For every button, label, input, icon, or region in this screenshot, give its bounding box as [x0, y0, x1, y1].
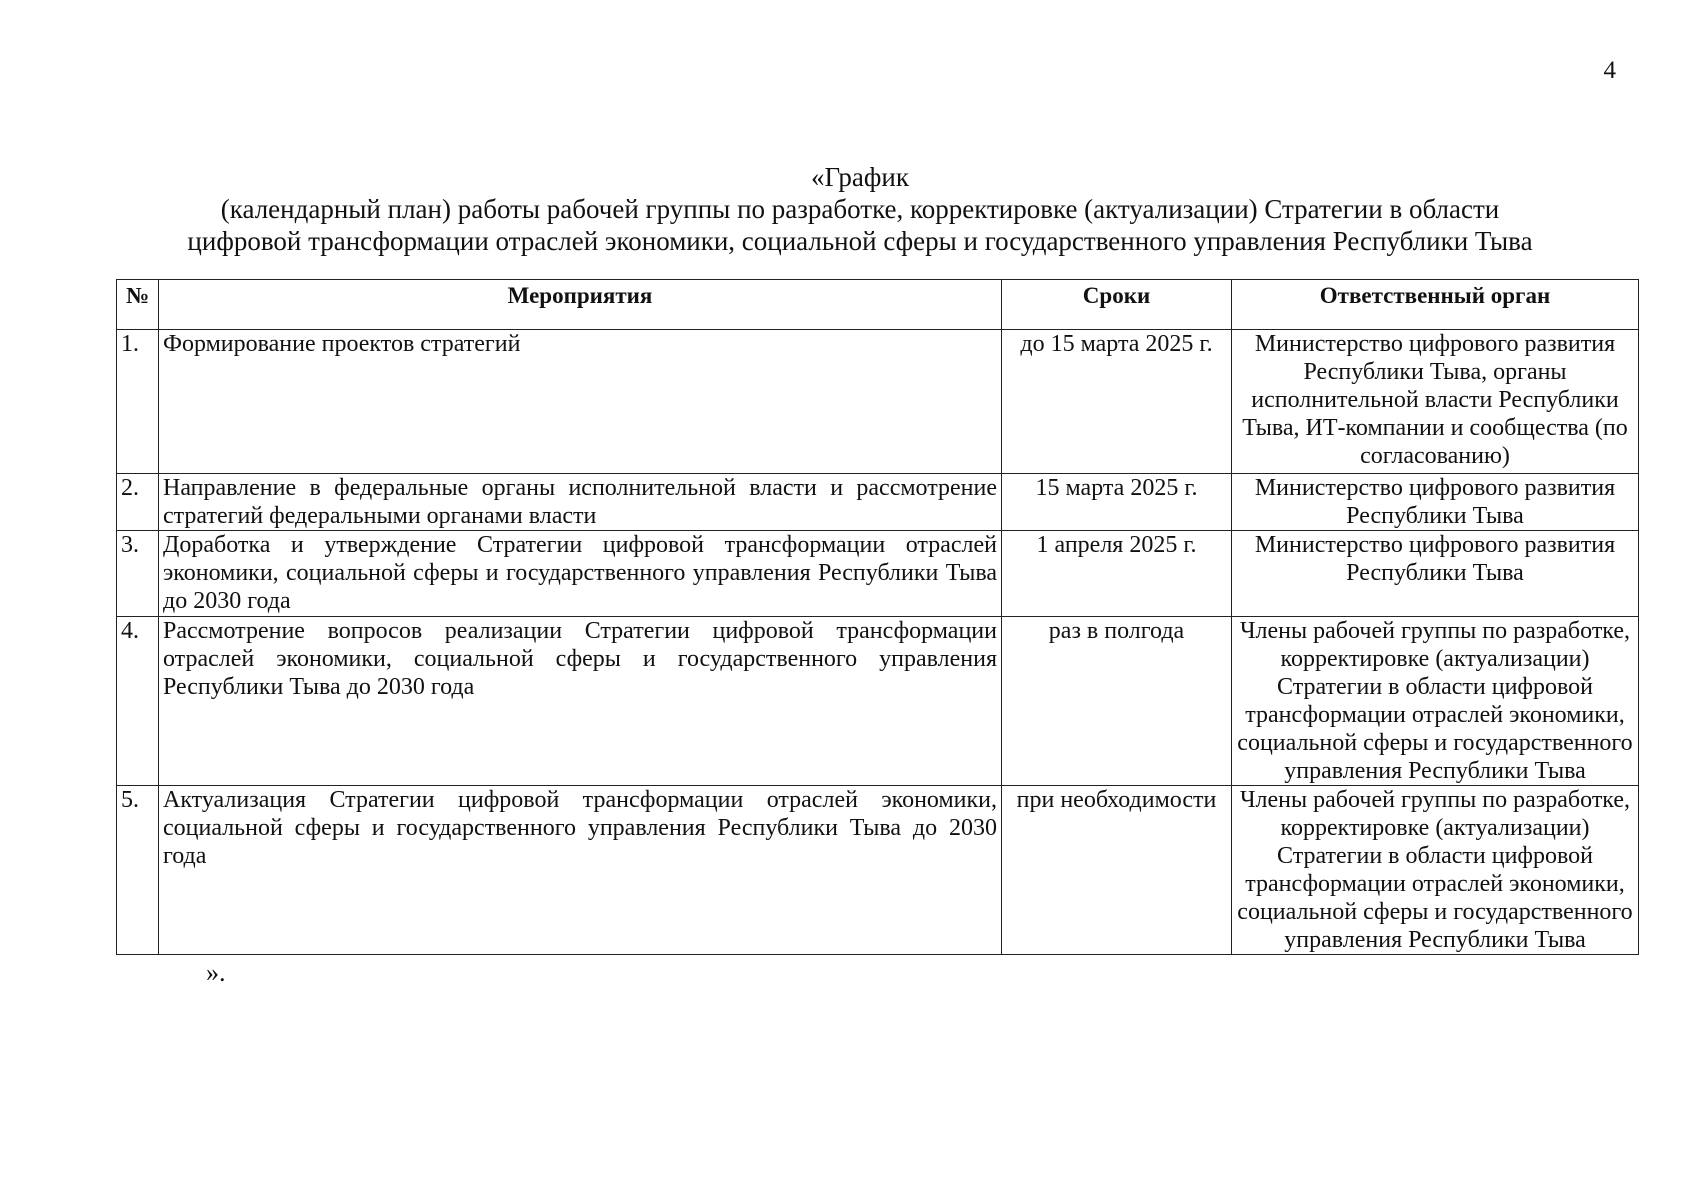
row-deadline: при необходимости	[1002, 786, 1232, 955]
table-header-row	[117, 280, 1639, 330]
heading-subtitle-line-1: (календарный план) работы рабочей группы по разработке, корректировке (актуализации) Стратегии в области	[220, 194, 1500, 224]
table-row	[117, 330, 1639, 474]
table-row	[117, 531, 1639, 617]
page-number: 4	[1603, 57, 1616, 84]
row-deadline: раз в полгода	[1002, 617, 1232, 786]
heading-subtitle-line-2: цифровой трансформации отраслей экономики, социальной сферы и государственного управления Республики Тыва	[187, 226, 1533, 256]
heading-title: «График	[811, 162, 909, 192]
row-responsible: Члены рабочей группы по разработке, корректировке (актуализации) Стратегии в области цифровой трансформации отраслей экономики, социальной сферы и государственного управления Республики Тыва	[1232, 786, 1639, 955]
schedule-table	[116, 279, 1639, 955]
row-event: Направление в федеральные органы исполнительной власти и рассмотрение стратегий федеральными органами власти	[159, 474, 1002, 531]
row-event: Актуализация Стратегии цифровой трансформации отраслей экономики, социальной сферы и государственного управления Республики Тыва до 2030 года	[159, 786, 1002, 955]
closing-quote: ».	[206, 958, 226, 987]
header-event: Мероприятия	[159, 280, 1002, 330]
table-row	[117, 786, 1639, 955]
row-num: 1.	[117, 330, 159, 474]
row-responsible: Министерство цифрового развития Республики Тыва, органы исполнительной власти Республики Тыва, ИТ-компании и сообщества (по согласованию)	[1232, 330, 1639, 474]
row-deadline: 1 апреля 2025 г.	[1002, 531, 1232, 617]
row-num: 3.	[117, 531, 159, 617]
row-event: Формирование проектов стратегий	[159, 330, 1002, 474]
table-row	[117, 617, 1639, 786]
header-num: №	[117, 280, 159, 330]
document-heading	[120, 161, 1600, 257]
row-num: 2.	[117, 474, 159, 531]
row-num: 4.	[117, 617, 159, 786]
header-deadline: Сроки	[1002, 280, 1232, 330]
row-deadline: до 15 марта 2025 г.	[1002, 330, 1232, 474]
row-responsible: Министерство цифрового развития Республики Тыва	[1232, 531, 1639, 617]
row-event: Рассмотрение вопросов реализации Стратегии цифровой трансформации отраслей экономики, социальной сферы и государственного управления Республики Тыва до 2030 года	[159, 617, 1002, 786]
row-event: Доработка и утверждение Стратегии цифровой трансформации отраслей экономики, социальной сферы и государственного управления Республики Тыва до 2030 года	[159, 531, 1002, 617]
row-responsible: Министерство цифрового развития Республики Тыва	[1232, 474, 1639, 531]
row-deadline: 15 марта 2025 г.	[1002, 474, 1232, 531]
row-num: 5.	[117, 786, 159, 955]
header-responsible: Ответственный орган	[1232, 280, 1639, 330]
table-row	[117, 474, 1639, 531]
row-responsible: Члены рабочей группы по разработке, корректировке (актуализации) Стратегии в области цифровой трансформации отраслей экономики, социальной сферы и государственного управления Республики Тыва	[1232, 617, 1639, 786]
